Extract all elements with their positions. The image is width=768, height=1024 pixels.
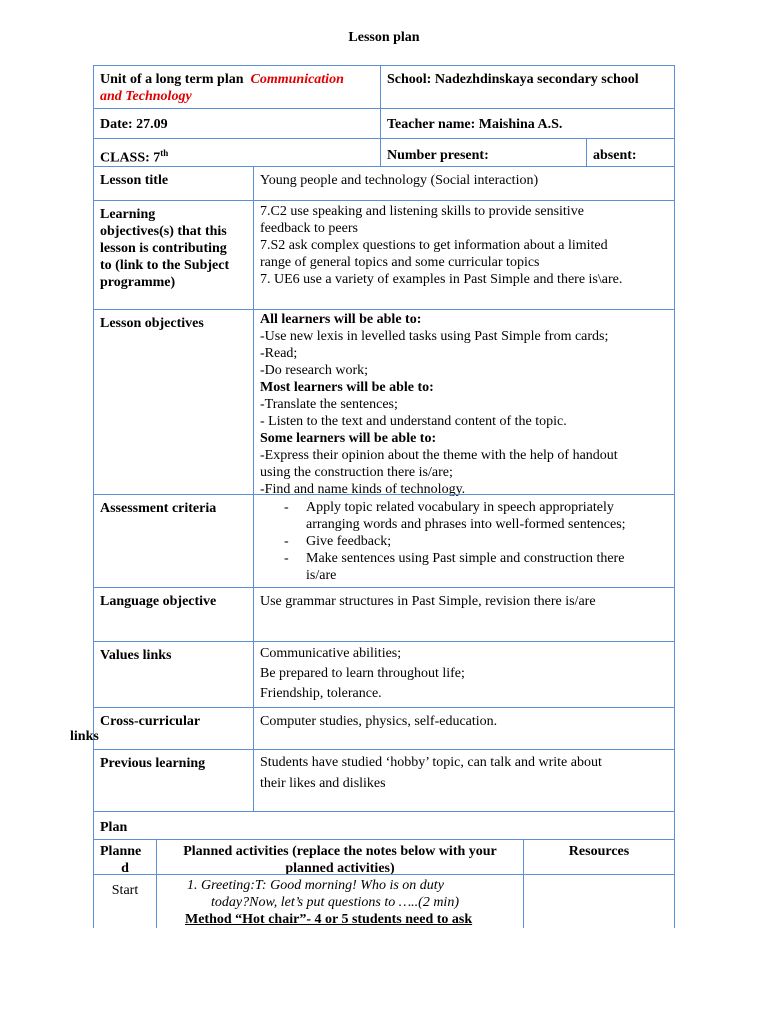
header-line: planned activities) <box>285 861 395 876</box>
criteria-item <box>260 533 668 550</box>
objective-item: using the construction there is/are; <box>260 465 453 480</box>
row-previous-learning <box>94 749 674 811</box>
most-learners-heading: Most learners will be able to: <box>260 380 434 395</box>
row-date-teacher <box>94 108 674 138</box>
label-line: to (link to the Subject <box>100 258 230 273</box>
values-line: Communicative abilities; <box>260 646 402 661</box>
header-line: d <box>121 861 129 876</box>
row-plan-headers <box>94 839 674 874</box>
teacher-cell: Teacher name: Maishina A.S. <box>380 109 674 138</box>
assessment-criteria-label: Assessment criteria <box>100 501 217 516</box>
objective-line: range of general topics and some curricular topics <box>260 255 540 270</box>
unit-value-cont: and Technology <box>100 89 192 104</box>
criteria-list <box>260 499 668 584</box>
objective-line: 7. UE6 use a variety of examples in Past Simple and there is\are. <box>260 272 623 287</box>
lesson-plan-table <box>93 65 675 928</box>
number-present-cell: Number present: <box>380 139 586 166</box>
row-plan <box>94 811 674 839</box>
cross-curricular-overflow-label: links <box>70 729 99 744</box>
values-line: Friendship, tolerance. <box>260 686 382 701</box>
label-line: objectives(s) that this <box>100 224 227 239</box>
row-assessment-criteria <box>94 494 674 587</box>
header-line: Planned activities (replace the notes below with your <box>183 844 497 859</box>
criteria-line: - Make sentences using Past simple and construction there <box>306 551 625 566</box>
absent-cell: absent: <box>586 139 674 166</box>
values-line: Be prepared to learn throughout life; <box>260 666 465 681</box>
activity-line: today?Now, let’s put questions to …..(2 min) <box>211 895 459 910</box>
start-resources-cell <box>523 875 674 928</box>
planned-column-header <box>94 840 156 874</box>
row-class <box>94 138 674 166</box>
class-sup: th <box>160 148 169 158</box>
row-learning-objectives <box>94 200 674 309</box>
objective-item: -Read; <box>260 346 298 361</box>
cross-curricular-label: Cross-curricular <box>100 714 201 729</box>
criteria-line: is/are <box>306 568 337 583</box>
lesson-objectives-value <box>253 310 674 497</box>
row-language-objective <box>94 587 674 641</box>
criteria-line: arranging words and phrases into well-formed sentences; <box>306 517 626 532</box>
school-cell <box>380 66 674 108</box>
row-unit-school <box>94 66 674 108</box>
objective-line: 7.S2 ask complex questions to get information about a limited <box>260 238 608 253</box>
language-objective-label: Language objective <box>100 594 217 609</box>
class-cell <box>94 139 380 166</box>
label-line: Learning <box>100 207 156 222</box>
lesson-title-label: Lesson title <box>100 173 169 188</box>
resources-header: Resources <box>523 840 674 874</box>
unit-value: Communication <box>250 72 344 87</box>
label-line: programme) <box>100 275 176 290</box>
row-values-links <box>94 641 674 707</box>
document-title: Lesson plan <box>348 30 420 45</box>
row-lesson-title <box>94 166 674 200</box>
assessment-criteria-value <box>253 495 674 587</box>
row-lesson-objectives <box>94 309 674 497</box>
plan-label: Plan <box>100 820 128 835</box>
language-objective-value: Use grammar structures in Past Simple, revision there is/are <box>253 588 674 641</box>
method-line: Method “Hot chair”- 4 or 5 students need to ask <box>185 912 473 927</box>
previous-line: their likes and dislikes <box>260 776 386 791</box>
objective-item: -Express their opinion about the theme with the help of handout <box>260 448 618 463</box>
row-cross-curricular <box>94 707 674 749</box>
date-cell: Date: 27.09 <box>100 117 168 132</box>
cross-curricular-value: Computer studies, physics, self-education. <box>253 708 674 749</box>
criteria-line: - Apply topic related vocabulary in speech appropriately <box>306 500 614 515</box>
values-links-label: Values links <box>100 648 172 663</box>
unit-cell <box>94 66 380 108</box>
row-start <box>94 874 674 928</box>
all-learners-heading: All learners will be able to: <box>260 312 422 327</box>
planned-activities-header <box>156 840 523 874</box>
objective-item: -Find and name kinds of technology. <box>260 482 466 497</box>
objective-item: - Listen to the text and understand content of the topic. <box>260 414 567 429</box>
criteria-item <box>260 499 668 533</box>
some-learners-heading: Some learners will be able to: <box>260 431 437 446</box>
previous-learning-value <box>253 750 674 811</box>
start-cell: Start <box>111 883 139 898</box>
unit-label: Unit of a long term plan <box>100 72 244 87</box>
start-activities-cell <box>156 875 523 928</box>
activity-line: 1. Greeting:T: Good morning! Who is on duty <box>187 878 444 893</box>
learning-objectives-value <box>253 201 674 309</box>
lesson-title-value: Young people and technology (Social interaction) <box>253 167 674 200</box>
class-label: CLASS: 7 <box>100 150 161 166</box>
criteria-item <box>260 550 668 584</box>
values-links-value <box>253 642 674 707</box>
objective-line: feedback to peers <box>260 221 358 236</box>
objective-line: 7.C2 use speaking and listening skills to provide sensitive <box>260 204 584 219</box>
criteria-line: - Give feedback; <box>306 534 392 549</box>
label-line: lesson is contributing <box>100 241 227 256</box>
objective-item: -Do research work; <box>260 363 369 378</box>
objective-item: -Use new lexis in levelled tasks using Past Simple from cards; <box>260 329 609 344</box>
learning-objectives-label <box>94 201 253 309</box>
school-name: School: Nadezhdinskaya secondary school <box>387 72 639 87</box>
previous-line: Students have studied ‘hobby’ topic, can talk and write about <box>260 755 602 770</box>
lesson-objectives-label: Lesson objectives <box>100 316 204 331</box>
objective-item: -Translate the sentences; <box>260 397 398 412</box>
previous-learning-label: Previous learning <box>100 756 206 771</box>
header-line: Planne <box>100 844 142 859</box>
